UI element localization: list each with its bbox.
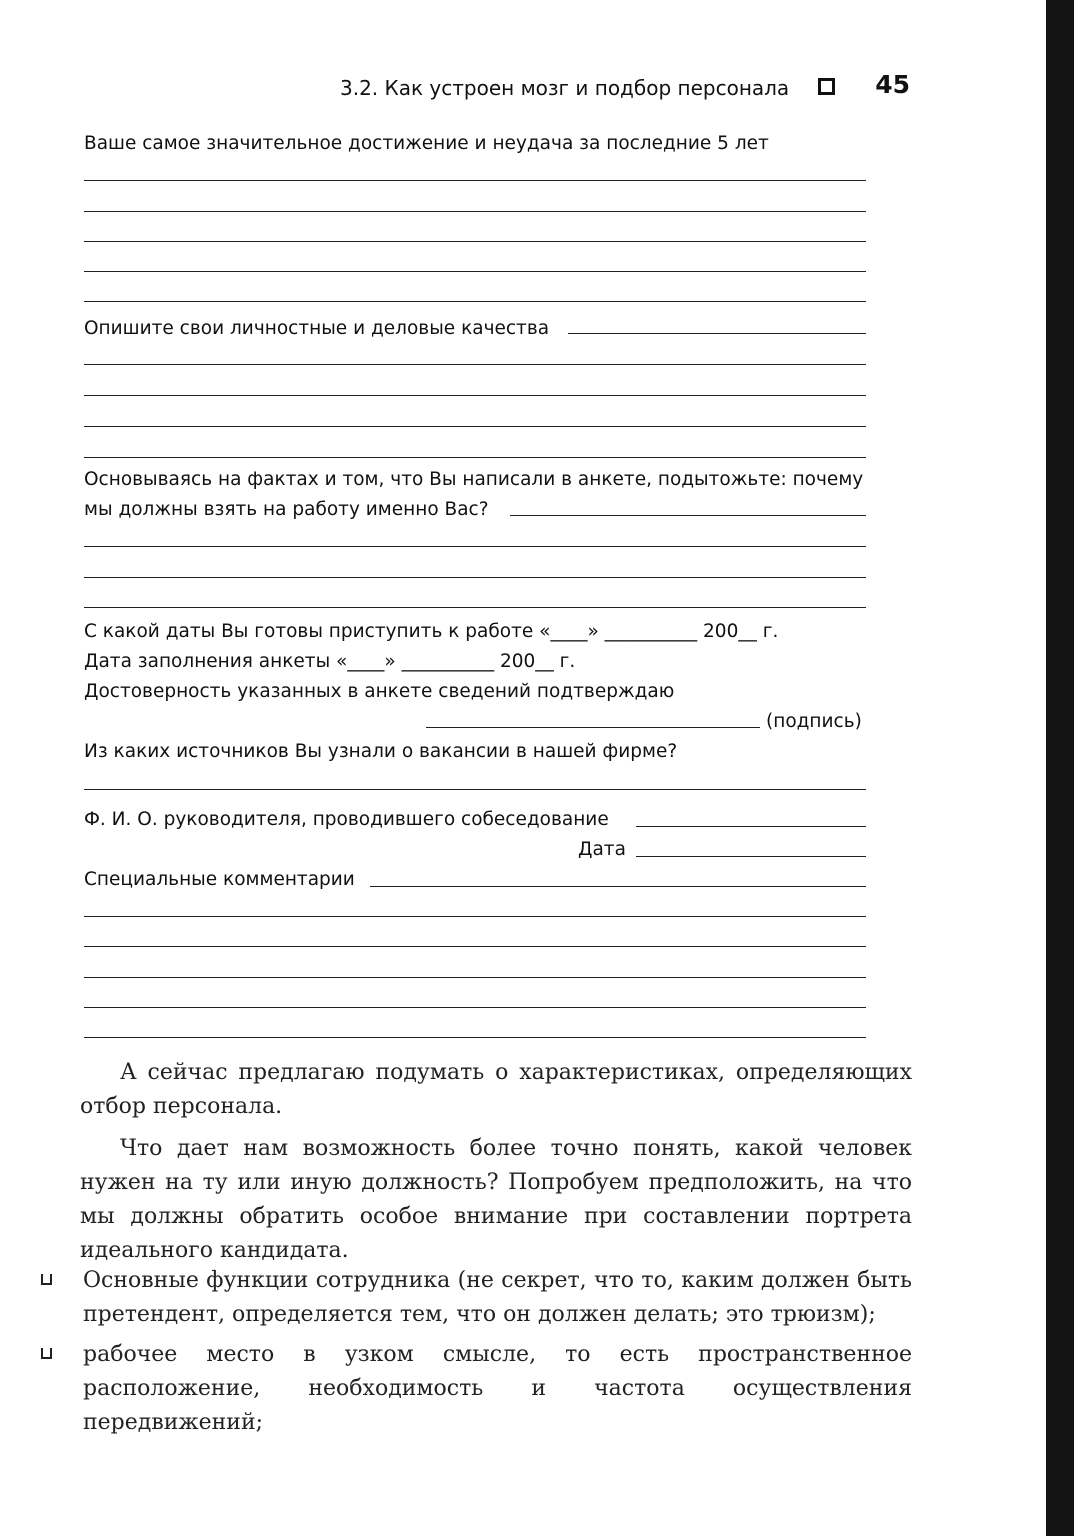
answer-line[interactable] [370, 886, 866, 887]
section-title: 3.2. Как устроен мозг и подбор персонала [340, 76, 790, 100]
list-item: рабочее место в узком смысле, то есть пространственное расположение, необходимость и частота осуществления передвижений; [83, 1338, 912, 1440]
paragraph: А сейчас предлагаю подумать о характеристиках, определяющих отбор персонала. [80, 1060, 912, 1119]
page-number: 45 [875, 70, 910, 99]
answer-line[interactable] [568, 333, 866, 334]
running-header [340, 70, 910, 106]
bullet-list [80, 1264, 912, 1440]
question-achievement: Ваше самое значительное достижение и неудача за последние 5 лет [84, 133, 769, 154]
question-sources: Из каких источников Вы узнали о вакансии в нашей фирме? [84, 741, 678, 762]
answer-line[interactable] [510, 515, 866, 516]
answer-line[interactable] [84, 977, 866, 978]
answer-line[interactable] [84, 1037, 866, 1038]
signature-label: (подпись) [766, 711, 862, 732]
bullet-box-icon [41, 1274, 52, 1285]
question-confirm: Достоверность указанных в анкете сведений подтверждаю [84, 681, 675, 702]
answer-line[interactable] [84, 577, 866, 578]
date-label: Дата [578, 839, 626, 860]
answer-line[interactable] [636, 826, 866, 827]
question-start-date: С какой даты Вы готовы приступить к работе «____» __________ 200__ г. [84, 621, 779, 642]
date-line[interactable] [636, 856, 866, 857]
answer-line[interactable] [84, 364, 866, 365]
body-text [80, 1056, 912, 1268]
answer-line[interactable] [84, 271, 866, 272]
list-item: Основные функции сотрудника (не секрет, что то, каким должен быть претендент, определяется тем, что он должен делать; это трюизм); [83, 1264, 912, 1332]
question-summary-line1: Основываясь на фактах и том, что Вы написали в анкете, подытожьте: почему [84, 469, 864, 490]
answer-line[interactable] [84, 546, 866, 547]
question-summary-line2: мы должны взять на работу именно Вас? [84, 499, 489, 520]
answer-line[interactable] [84, 946, 866, 947]
answer-line[interactable] [84, 426, 866, 427]
paragraph: Что дает нам возможность более точно понять, какой человек нужен на ту или иную должность? Попробуем предположить, на что мы должны обратить особое внимание при составлении портрета идеального кандидата. [80, 1136, 912, 1263]
checkbox-icon [818, 78, 835, 95]
answer-line[interactable] [84, 180, 866, 181]
answer-line[interactable] [84, 457, 866, 458]
question-fill-date: Дата заполнения анкеты «____» __________ 200__ г. [84, 651, 576, 672]
answer-line[interactable] [84, 241, 866, 242]
answer-line[interactable] [84, 395, 866, 396]
question-qualities: Опишите свои личностные и деловые качества [84, 318, 550, 339]
answer-line[interactable] [84, 1007, 866, 1008]
answer-line[interactable] [84, 211, 866, 212]
answer-line[interactable] [84, 607, 866, 608]
signature-line[interactable] [426, 727, 760, 728]
question-manager: Ф. И. О. руководителя, проводившего собеседование [84, 809, 609, 830]
bullet-box-icon [41, 1348, 52, 1359]
answer-line[interactable] [84, 789, 866, 790]
page-edge-shadow [1046, 0, 1074, 1536]
answer-line[interactable] [84, 916, 866, 917]
question-comments: Специальные комментарии [84, 869, 355, 890]
answer-line[interactable] [84, 301, 866, 302]
